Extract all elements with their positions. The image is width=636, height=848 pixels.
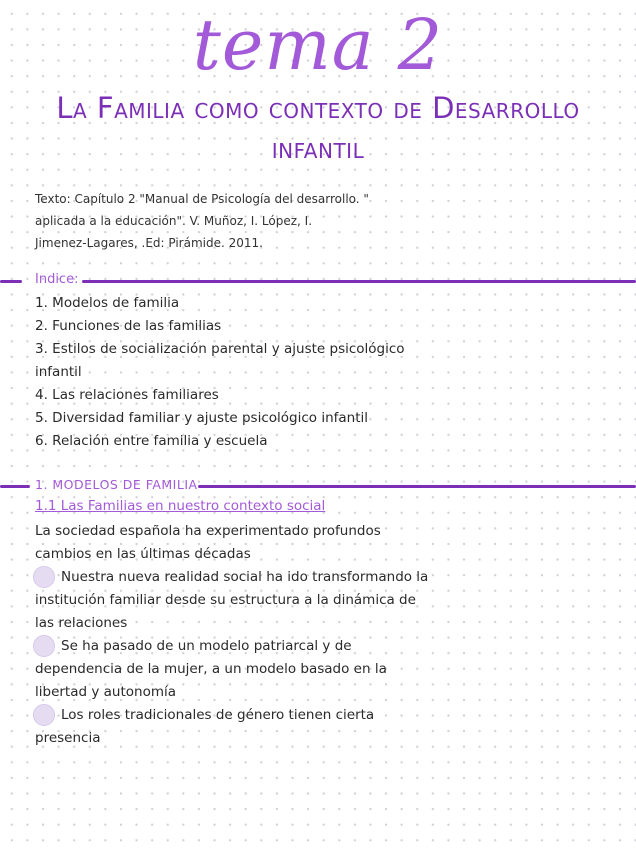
page-title-line-2: infantil (271, 131, 365, 165)
index-divider-right (82, 280, 636, 283)
body-line: libertad y autonomía (35, 684, 177, 700)
body-line: institución familiar desde su estructura a la dinámica de (35, 592, 416, 608)
section-divider-left (0, 485, 30, 488)
bullet-line: Nuestra nueva realidad social ha ido transformando la (35, 566, 428, 589)
index-label: Indice: (35, 272, 79, 287)
body-line: presencia (35, 730, 101, 746)
bullet-line: Se ha pasado de un modelo patriarcal y de (35, 635, 428, 658)
page-title (0, 88, 636, 168)
body-line: La sociedad española ha experimentado profundos (35, 523, 381, 539)
section-divider-right (198, 485, 636, 488)
bullet-circle-icon (33, 566, 55, 588)
page-title-line-1: La Familia como contexto de Desarrollo (56, 91, 580, 125)
body-line: las relaciones (35, 615, 128, 631)
body-line: dependencia de la mujer, a un modelo basado en la (35, 661, 387, 677)
list-item: 4. Las relaciones familiares (35, 387, 219, 403)
reference-line: Jimenez-Lagares, .Ed: Pirámide. 2011. (35, 236, 263, 250)
index-list (35, 292, 405, 453)
body-line: cambios en las últimas décadas (35, 546, 251, 562)
bullet-circle-icon (33, 704, 55, 726)
subsection-heading: 1.1 Las Familias en nuestro contexto social (35, 498, 326, 514)
reference-block (35, 188, 369, 254)
list-item: 3. Estilos de socialización parental y ajuste psicológico (35, 341, 405, 357)
bullet-circle-icon (33, 635, 55, 657)
reference-line: Texto: Capítulo 2 "Manual de Psicología del desarrollo. " (35, 192, 369, 206)
list-item: infantil (35, 364, 82, 380)
list-item: 2. Funciones de las familias (35, 318, 222, 334)
tema-heading: tema 2 (192, 4, 444, 86)
section-body (35, 520, 428, 750)
list-item: 6. Relación entre familia y escuela (35, 433, 268, 449)
list-item: 5. Diversidad familiar y ajuste psicológico infantil (35, 410, 368, 426)
reference-line: aplicada a la educación". V. Muñoz, I. López, I. (35, 214, 313, 228)
index-divider-left (0, 280, 22, 283)
list-item: 1. Modelos de familia (35, 295, 180, 311)
bullet-line: Los roles tradicionales de género tienen cierta (35, 704, 428, 727)
section-label: 1. MODELOS DE FAMILIA (35, 477, 198, 492)
